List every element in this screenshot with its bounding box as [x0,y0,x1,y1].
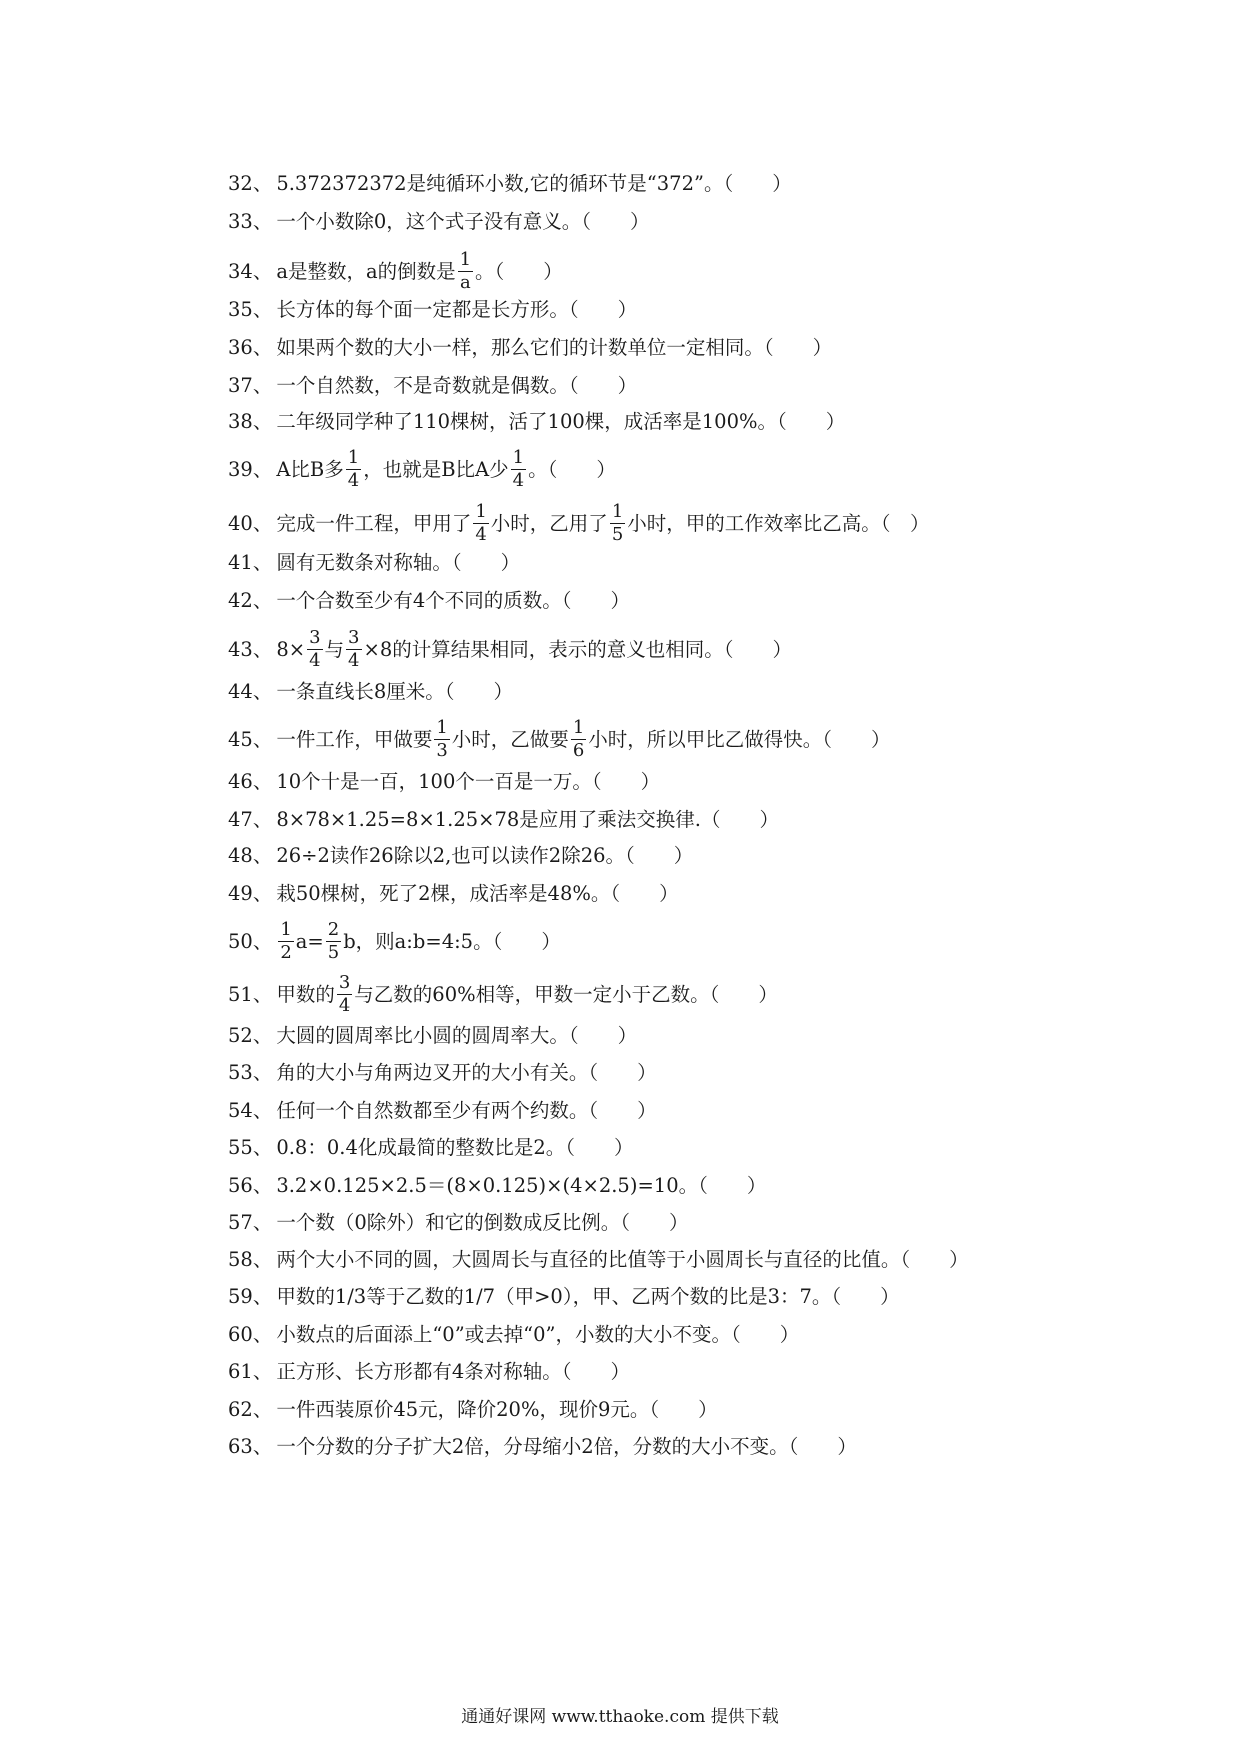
question-item [228,410,845,434]
question-item [228,1360,630,1384]
question-item [228,920,561,965]
question-text: b，则a:b=4:5。（ ） [343,930,561,953]
question-text: 与 [324,638,345,661]
question-text: a= [295,930,324,953]
question-text: 。（ ） [475,260,563,283]
question-item [228,551,520,575]
question-text: 任何一个自然数都至少有两个约数。（ ） [276,1099,657,1122]
question-text: 一件工作，甲做要 [276,728,433,751]
fraction [278,919,293,964]
question-item [228,628,792,673]
question-item [228,172,792,196]
question-number: 36、 [228,336,273,359]
question-text: 角的大小与角两边叉开的大小有关。（ ） [276,1061,657,1084]
fraction-numerator: 3 [309,627,321,648]
question-number: 63、 [228,1435,273,1458]
question-text: 与乙数的60%相等，甲数一定小于乙数。（ ） [354,983,778,1006]
question-number: 44、 [228,680,273,703]
question-number: 47、 [228,808,273,831]
question-text: 如果两个数的大小一样，那么它们的计数单位一定相同。（ ） [276,336,833,359]
question-item [228,1099,657,1123]
question-item [228,1061,657,1085]
fraction-denominator: 4 [475,524,487,545]
question-item [228,210,650,234]
question-item [228,973,778,1018]
fraction-numerator: 1 [459,249,472,270]
question-number: 60、 [228,1323,273,1346]
question-text: 小时，所以甲比乙做得快。（ ） [588,728,891,751]
question-text: 一件西装原价45元，降价20%，现价9元。（ ） [276,1398,718,1421]
question-item [228,1024,637,1048]
question-item [228,250,563,295]
fraction [307,627,322,672]
fraction [326,919,341,964]
question-text: 小时，乙做要 [451,728,569,751]
question-item [228,882,679,906]
question-number: 62、 [228,1398,273,1421]
fraction-denominator: 2 [280,942,292,963]
fraction-denominator: 5 [327,942,340,963]
fraction [434,717,449,762]
question-text: 5.372372372是纯循环小数,它的循环节是“372”。（ ） [276,172,792,195]
fraction [337,972,352,1017]
question-text: 甲数的1/3等于乙数的1/7（甲>0），甲、乙两个数的比是3：7。（ ） [276,1285,900,1308]
question-number: 53、 [228,1061,273,1084]
question-text: 大圆的圆周率比小圆的圆周率大。（ ） [276,1024,638,1047]
fraction [473,501,488,546]
question-number: 50、 [228,930,273,953]
question-item [228,844,693,868]
question-item [228,336,832,360]
question-item [228,298,637,322]
question-item [228,502,930,547]
question-text: 一条直线长8厘米。（ ） [276,680,513,703]
fraction-denominator: 4 [309,650,321,671]
fraction [346,447,361,492]
fraction [346,627,361,672]
question-number: 37、 [228,374,273,397]
question-number: 57、 [228,1211,273,1234]
question-number: 52、 [228,1024,273,1047]
question-number: 40、 [228,512,273,535]
question-text: 一个数（0除外）和它的倒数成反比例。（ ） [276,1211,689,1234]
question-text: 甲数的 [276,983,335,1006]
question-text: 10个十是一百，100个一百是一万。（ ） [276,770,661,793]
question-number: 46、 [228,770,273,793]
fraction-denominator: 4 [512,470,525,491]
question-item [228,448,616,493]
question-number: 41、 [228,551,273,574]
question-text: 小时，乙用了 [490,512,608,535]
fraction-denominator: 6 [572,740,585,761]
question-number: 45、 [228,728,273,751]
fraction-numerator: 1 [611,501,624,522]
question-number: 42、 [228,589,273,612]
question-number: 49、 [228,882,273,905]
fraction-numerator: 1 [475,501,487,522]
fraction-denominator: 4 [338,995,351,1016]
question-item [228,808,779,832]
question-text: 一个小数除0，这个式子没有意义。（ ） [276,210,650,233]
question-number: 34、 [228,260,273,283]
question-text: A比B多 [276,458,344,481]
question-text: 正方形、长方形都有4条对称轴。（ ） [276,1360,630,1383]
question-number: 58、 [228,1248,273,1271]
question-item [228,374,637,398]
fraction [458,249,473,294]
question-text: 小时，甲的工作效率比乙高。（ ） [627,512,930,535]
question-number: 61、 [228,1360,273,1383]
fraction-denominator: a [459,272,471,293]
question-item [228,1248,969,1272]
fraction-numerator: 1 [436,717,448,738]
question-text: 。（ ） [528,458,616,481]
question-number: 43、 [228,638,273,661]
question-text: 一个合数至少有4个不同的质数。（ ） [276,589,630,612]
question-text: ，也就是B比A少 [363,458,509,481]
question-text: 8×78×1.25=8×1.25×78是应用了乘法交换律.（ ） [276,808,779,831]
question-text: 两个大小不同的圆，大圆周长与直径的比值等于小圆周长与直径的比值。（ ） [276,1248,969,1271]
question-item [228,718,891,763]
question-item [228,1285,900,1309]
question-number: 59、 [228,1285,273,1308]
question-item [228,770,660,794]
fraction-numerator: 1 [280,919,292,940]
question-text: 3.2×0.125×2.5＝(8×0.125)×(4×2.5)=10。（ ） [276,1174,767,1197]
question-item [228,1435,857,1459]
question-text: 一个分数的分子扩大2倍，分母缩小2倍，分数的大小不变。（ ） [276,1435,857,1458]
question-text: 26÷2读作26除以2,也可以读作2除26。（ ） [276,844,694,867]
question-text: 圆有无数条对称轴。（ ） [276,551,521,574]
fraction-numerator: 1 [512,447,525,468]
question-item [228,1136,634,1160]
question-item [228,1398,718,1422]
question-number: 54、 [228,1099,273,1122]
question-text: 栽50棵树，死了2棵，成活率是48%。（ ） [276,882,679,905]
question-number: 35、 [228,298,273,321]
question-text: a是整数，a的倒数是 [276,260,456,283]
question-item [228,589,630,613]
fraction-numerator: 1 [347,447,360,468]
question-item [228,1323,799,1347]
question-text: 二年级同学种了110棵树，活了100棵，成活率是100%。（ ） [276,410,846,433]
fraction-numerator: 2 [327,919,340,940]
question-text: 完成一件工程，甲用了 [276,512,472,535]
fraction [571,717,586,762]
fraction-numerator: 1 [572,717,585,738]
fraction-denominator: 4 [347,470,360,491]
question-item [228,1174,766,1198]
fraction [511,447,526,492]
question-text: 8× [276,638,306,661]
fraction-denominator: 3 [436,740,448,761]
question-text: 一个自然数，不是奇数就是偶数。（ ） [276,374,638,397]
question-text: 0.8：0.4化成最简的整数比是2。（ ） [276,1136,634,1159]
question-number: 38、 [228,410,273,433]
question-number: 33、 [228,210,273,233]
question-item [228,1211,689,1235]
fraction [610,501,625,546]
question-number: 51、 [228,983,273,1006]
question-text: ×8的计算结果相同，表示的意义也相同。（ ） [363,638,792,661]
page-footer: 通通好课网 www.tthaoke.com 提供下载 [461,1707,779,1727]
question-text: 长方体的每个面一定都是长方形。（ ） [276,298,638,321]
question-item [228,680,513,704]
question-number: 56、 [228,1174,273,1197]
fraction-denominator: 5 [611,524,624,545]
fraction-denominator: 4 [348,650,360,671]
fraction-numerator: 3 [338,972,351,993]
fraction-numerator: 3 [348,627,360,648]
question-number: 39、 [228,458,273,481]
question-number: 55、 [228,1136,273,1159]
question-number: 48、 [228,844,273,867]
question-text: 小数点的后面添上“0”或去掉“0”，小数的大小不变。（ ） [276,1323,800,1346]
question-number: 32、 [228,172,273,195]
